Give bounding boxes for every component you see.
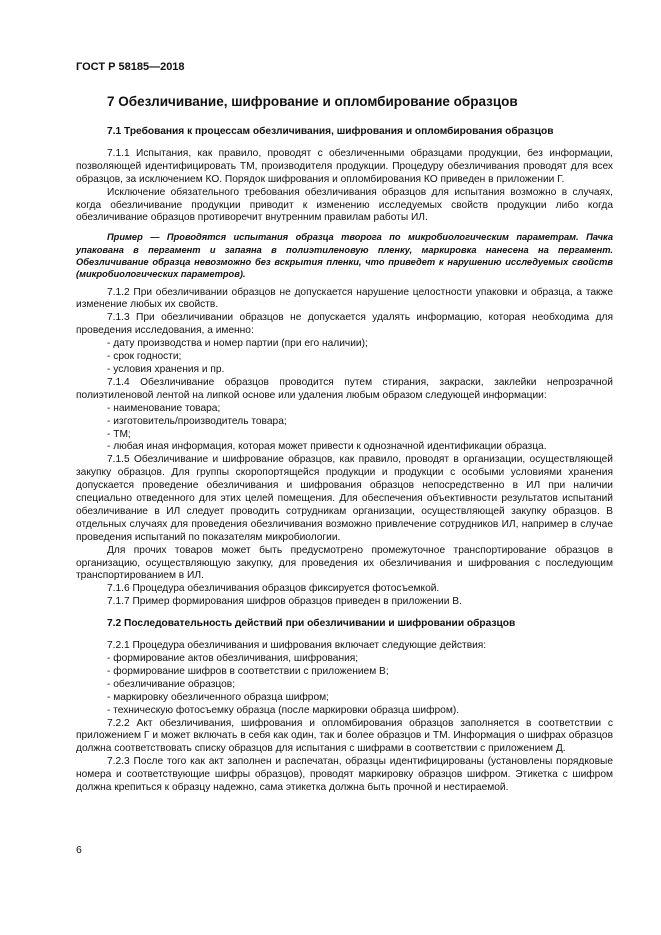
subsection-title: 7.1 Требования к процессам обезличивания, шифрования и опломбирования образцов [107, 126, 554, 137]
document-code: ГОСТ Р 58185—2018 [76, 61, 185, 73]
list-item: - техническую фотосъемку образца (после маркировки образца шифром). [107, 704, 460, 716]
list-item: - любая иная информация, которая может привести к однозначной идентификации образца. [107, 441, 547, 453]
paragraph: 7.1.1 Испытания, как правило, проводят с обезличенными образцами продукции, без информации, позволяющей идентифицировать ТМ, производителя продукции. Процедуру обезличивания проводят для всех образцов, за исключением КО. Порядок шифрования и опломбирования КО приведен в приложении Г. [76, 147, 613, 185]
list-item: - дату производства и номер партии (при его наличии); [107, 338, 368, 350]
paragraph: Для прочих товаров может быть предусмотрено промежуточное транспортирование образцов в организацию, осуществляющую закупку, для проведения их обезличивания и шифрования с последующим транспортированием в ИЛ. [76, 544, 613, 582]
list-item: - наименование товара; [107, 402, 221, 414]
paragraph: 7.1.6 Процедура обезличивания образцов фиксируется фотосъемкой. [107, 583, 440, 595]
document-body [76, 126, 613, 795]
list-item: - маркировку обезличенного образца шифром; [107, 691, 329, 703]
list-item: - изготовитель/производитель товара; [107, 415, 287, 427]
list-item: - формирование актов обезличивания, шифрования; [107, 653, 359, 664]
section-title: 7 Обезличивание, шифрование и опломбирование образцов [107, 94, 518, 109]
list-item: - ТМ; [107, 428, 131, 440]
paragraph: 7.1.5 Обезличивание и шифрование образцов, как правило, проводят в организации, осуществляющей закупку образцов. Для группы скоропортящейся продукции и продукции с особыми условиями хранения допускается проведение обезличивания и шифрования образцов непосредственно в ИЛ при наличии специально отведенного для этих целей помещения. Для обеспечения объективности результатов испытаний обезличивание в ИЛ следует проводить сотрудникам организации, осуществляющей закупку образцов. В отдельных случаях для проведения обезличивания возможно привлечение сотрудников ИЛ, например в случае проведения испытаний по показателям микробиологии. [76, 454, 613, 543]
paragraph: 7.1.3 При обезличивании образцов не допускается удалять информацию, которая необходима для проведения исследования, а именно: [76, 312, 613, 337]
list-item: - обезличивание образцов; [107, 678, 236, 690]
list-item: - срок годности; [107, 351, 182, 363]
paragraph: 7.2.3 После того как акт заполнен и распечатан, образцы идентифицированы (установлены порядковые номера и соответствующие шифры образцов), проводят маркировку образцов шифром. Этикетка с шифром должна крепиться к образцу надежно, сама этикетка должна быть прочной и нестираемой. [76, 756, 613, 794]
subsection-title: 7.2 Последовательность действий при обезличивании и шифровании образцов [107, 618, 516, 630]
list-item: - формирование шифров в соответствии с приложением В; [107, 665, 389, 677]
page-number: 6 [76, 844, 82, 856]
paragraph: 7.1.2 При обезличивании образцов не допускается нарушение целостности упаковки и образца, а также изменение любых их свойств. [76, 286, 613, 311]
paragraph: Исключение обязательного требования обезличивания образцов для испытания возможно в случаях, когда обезличивание продукции приводит к изменению исследуемых свойств продукции либо когда обезличивание образцов противоречит внутренним правилам работы ИЛ. [76, 186, 613, 224]
paragraph: 7.1.7 Пример формирования шифров образцов приведен в приложении В. [107, 596, 462, 608]
paragraph: 7.2.1 Процедура обезличивания и шифрования включает следующие действия: [107, 640, 487, 652]
paragraph: 7.2.2 Акт обезличивания, шифрования и опломбирования образцов заполняется в соответствии с приложением Г и может включать в себя как один, так и более образцов и ТМ. Информация о шифрах образцов должна соответствовать списку образцов для испытания с шифрами в соответствии с приложением Д. [76, 717, 613, 755]
example-note: Пример — Проводятся испытания образца творога по микробиологическим параметрам. Пачка упакована в пергамент и запаяна в полиэтиленовую пленку, маркировка нанесена на пергамент. Обезличивание образца невозможно без вскрытия пленки, что приведет к нарушению исследуемых свойств (микробиологических параметров). [76, 232, 613, 280]
list-item: - условия хранения и пр. [107, 363, 225, 375]
paragraph: 7.1.4 Обезличивание образцов проводится путем стирания, закраски, заклейки непрозрачной полиэтиленовой лентой на липкой основе или удаления любым образом следующей информации: [76, 376, 613, 401]
